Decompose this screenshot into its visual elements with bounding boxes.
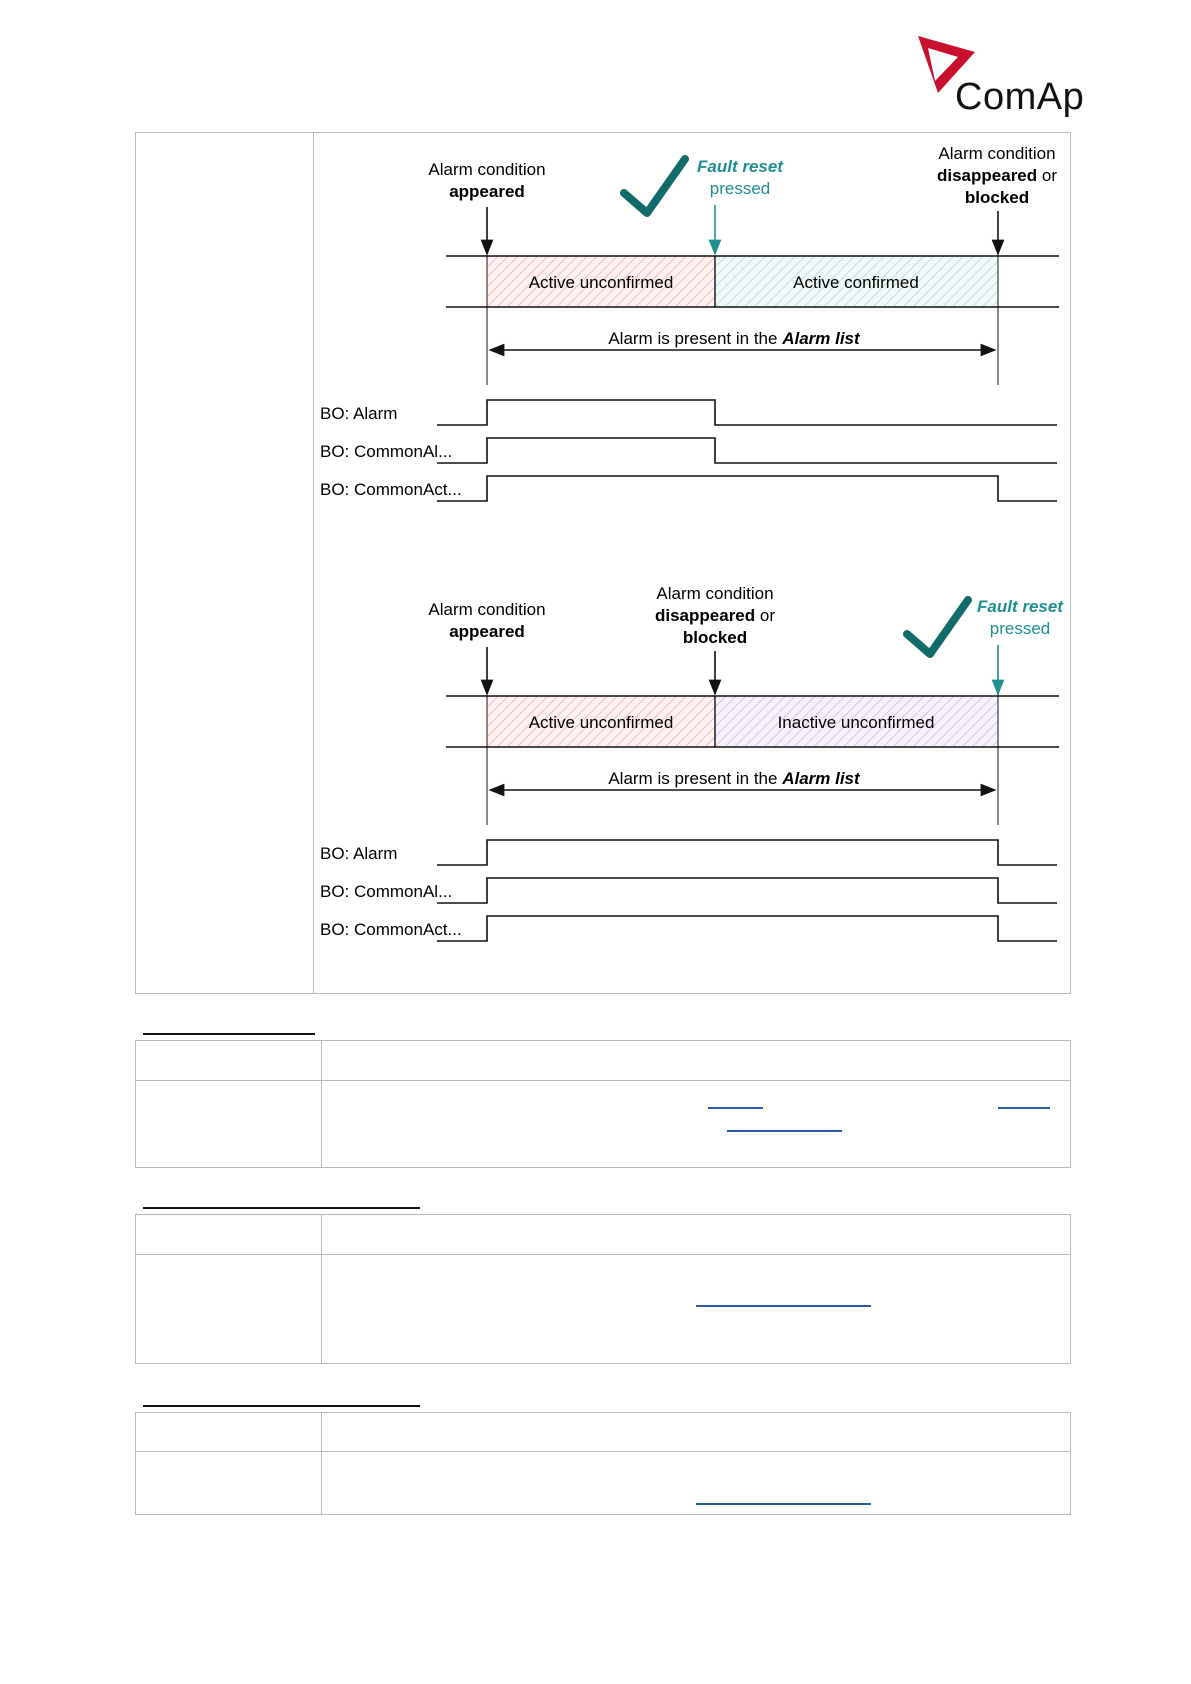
event-start-bold: appeared xyxy=(449,182,525,201)
event-start-label: Alarm condition xyxy=(428,600,546,619)
fault-reset-label: Fault reset xyxy=(977,597,1063,616)
alarm-list-label: Alarm is present in the Alarm list xyxy=(608,769,860,788)
event-middle-line3: blocked xyxy=(682,628,748,647)
fault-reset-sub: pressed xyxy=(709,179,771,198)
timing-diagram-2 xyxy=(314,573,1070,973)
hyperlink[interactable] xyxy=(696,1305,871,1307)
signal-label: BO: CommonAl... xyxy=(320,882,453,901)
event-end-line3: blocked xyxy=(964,188,1030,207)
signal-label: BO: Alarm xyxy=(320,844,398,863)
check-icon xyxy=(907,600,968,654)
event-start-bold: appeared xyxy=(449,622,525,641)
signal-waveform xyxy=(437,438,1057,463)
table-divider xyxy=(321,1040,322,1168)
table-row-divider xyxy=(135,1254,1071,1255)
event-middle-line2: disappeared or xyxy=(655,606,775,625)
hyperlink[interactable] xyxy=(727,1130,842,1132)
table-divider xyxy=(321,1412,322,1515)
info-table xyxy=(135,1214,1071,1364)
hyperlink[interactable] xyxy=(998,1107,1050,1109)
state-label: Inactive unconfirmed xyxy=(777,713,935,732)
signal-waveform xyxy=(437,840,1057,865)
state-label: Active confirmed xyxy=(793,273,919,292)
hyperlink[interactable] xyxy=(708,1107,763,1109)
event-start-label: Alarm condition xyxy=(428,160,546,179)
event-end-line2: disappeared or xyxy=(937,166,1057,185)
state-label: Active unconfirmed xyxy=(528,713,674,732)
signal-waveform xyxy=(437,916,1057,941)
signal-waveform xyxy=(437,878,1057,903)
info-table xyxy=(135,1040,1071,1168)
event-middle-label: Alarm condition xyxy=(656,584,774,603)
table-row-divider xyxy=(135,1080,1071,1081)
info-table xyxy=(135,1412,1071,1515)
state-label: Active unconfirmed xyxy=(528,273,674,292)
alarm-list-label: Alarm is present in the Alarm list xyxy=(608,329,860,348)
signal-waveform xyxy=(437,400,1057,425)
fault-reset-label: Fault reset xyxy=(697,157,783,176)
section-heading-rule xyxy=(143,1033,315,1035)
hyperlink[interactable] xyxy=(696,1503,871,1505)
signal-label: BO: Alarm xyxy=(320,404,398,423)
signal-label: BO: CommonAct... xyxy=(320,480,462,499)
section-heading-rule xyxy=(143,1207,420,1209)
check-icon xyxy=(624,159,685,213)
timing-diagram-1 xyxy=(314,133,1070,573)
signal-waveform xyxy=(437,476,1057,501)
brand-name: ComAp xyxy=(955,76,1085,118)
section-heading-rule xyxy=(143,1405,420,1407)
table-divider xyxy=(321,1214,322,1364)
signal-label: BO: CommonAct... xyxy=(320,920,462,939)
event-end-label: Alarm condition xyxy=(938,144,1056,163)
fault-reset-sub: pressed xyxy=(989,619,1051,638)
table-row-divider xyxy=(135,1451,1071,1452)
signal-label: BO: CommonAl... xyxy=(320,442,453,461)
